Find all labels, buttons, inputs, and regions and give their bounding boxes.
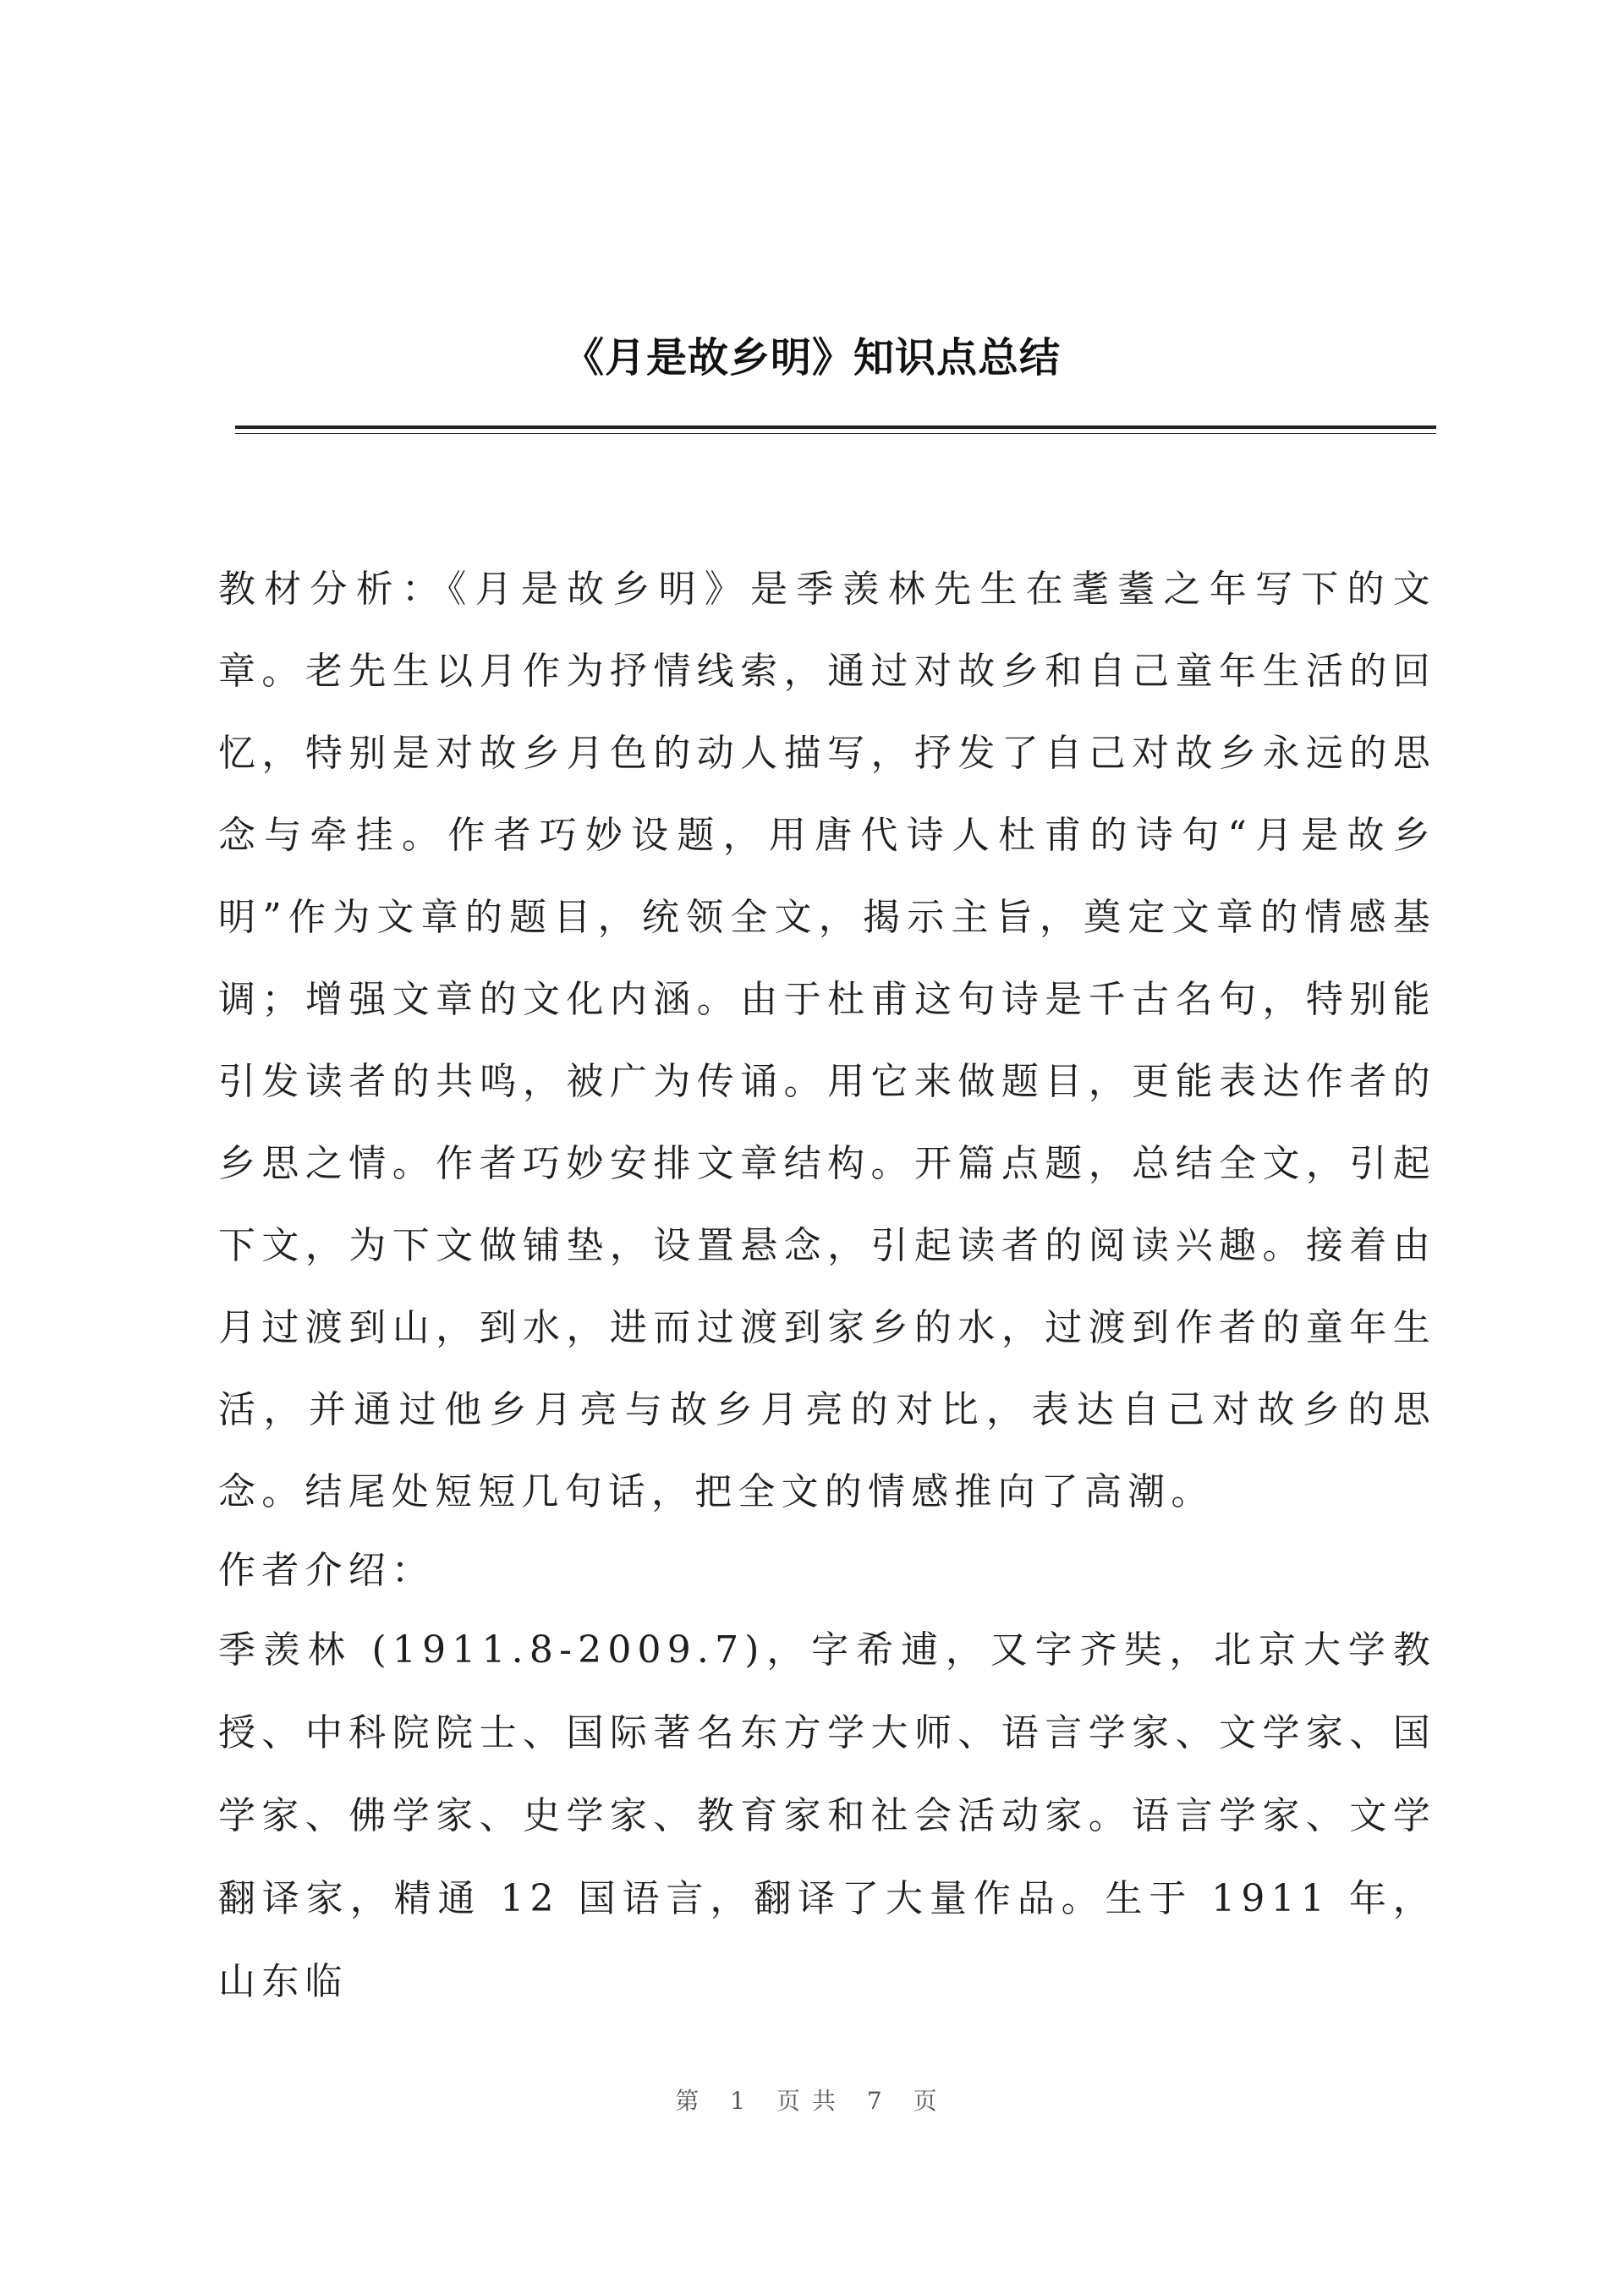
footer-mid: 页共 [776, 2087, 848, 2115]
footer-page-number: 1 [730, 2087, 758, 2115]
footer-suffix: 页 [913, 2087, 949, 2115]
page-footer [0, 2083, 1624, 2117]
paragraph-author-bio: 季羡林 (1911.8-2009.7)，字希逋，又字齐奘，北京大学教授、中科院院士、国际著名东方学大师、语言学家、文学家、国学家、佛学家、史学家、教育家和社会活动家。语言学家、文学翻译家，精通 12 国语言，翻译了大量作品。生于 1911 年，山东临 [218, 1628, 1436, 2003]
footer-prefix: 第 [675, 2087, 711, 2115]
document-body [218, 548, 1436, 2023]
paragraph-author-intro-label: 作者介绍： [218, 1549, 435, 1592]
document-title: 《月是故乡明》知识点总结 [562, 334, 1061, 382]
paragraph-textbook-analysis: 教材分析：《月是故乡明》是季羡林先生在耄耋之年写下的文章。老先生以月作为抒情线索，通过对故乡和自己童年生活的回忆，特别是对故乡月色的动人描写，抒发了自己对故乡永远的思念与牵挂。作者巧妙设题，用唐代诗人杜甫的诗句“月是故乡明”作为文章的题目，统领全文，揭示主旨，奠定文章的情感基调；增强文章的文化内涵。由于杜甫这句诗是千古名句，特别能引发读者的共鸣，被广为传诵。用它来做题目，更能表达作者的乡思之情。作者巧妙安排文章结构。开篇点题，总结全文，引起下文，为下文做铺垫，设置悬念，引起读者的阅读兴趣。接着由月过渡到山，到水，进而过渡到家乡的水，过渡到作者的童年生活，并通过他乡月亮与故乡月亮的对比，表达自己对故乡的思念。结尾处短短几句话，把全文的情感推向了高潮。 [218, 568, 1436, 1513]
footer-total-pages: 7 [866, 2087, 894, 2115]
title-divider [235, 426, 1436, 434]
